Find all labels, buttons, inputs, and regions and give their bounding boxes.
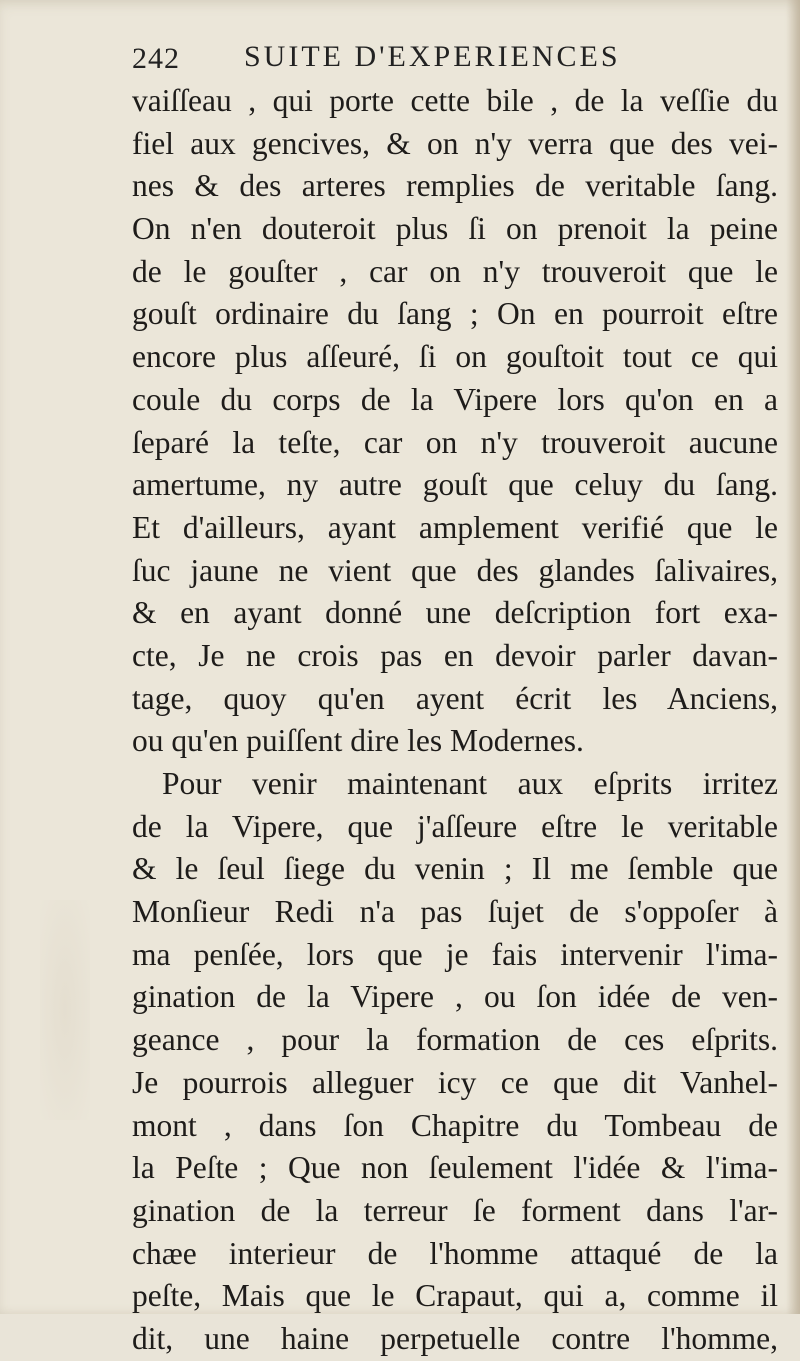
text-line: encore plus aſſeuré, ſi on gouſtoit tout ce qui: [132, 339, 778, 375]
text-line: nes & des arteres remplies de veritable ſang.: [132, 168, 778, 204]
text-line: Et d'ailleurs, ayant amplement verifié que le: [132, 509, 778, 545]
text-line: & en ayant donné une deſcription fort exa-: [132, 595, 778, 631]
text-line: On n'en douteroit plus ſi on prenoit la peine: [132, 211, 778, 247]
text-line: Je pourrois alleguer icy ce que dit Vanhel-: [132, 1064, 778, 1100]
text-line: gination de la Vipere , ou ſon idée de ven-: [132, 979, 778, 1015]
paragraph-start-line: Pour venir maintenant aux eſprits irritez: [162, 766, 778, 801]
text-line: fiel aux gencives, & on n'y verra que des vei-: [132, 125, 778, 161]
paper-stain: [40, 900, 90, 1120]
text-line: dit, une haine perpetuelle contre l'homme,: [132, 1320, 778, 1356]
text-line: gouſt ordinaire du ſang ; On en pourroit eſtre: [132, 296, 778, 332]
text-line: chæe interieur de l'homme attaqué de la: [132, 1235, 778, 1271]
text-line: gination de la terreur ſe forment dans l'ar-: [132, 1192, 778, 1228]
text-line: ou qu'en puiſſent dire les Modernes.: [132, 723, 584, 759]
text-line: ſuc jaune ne vient que des glandes ſalivaires,: [132, 552, 778, 588]
text-line: & le ſeul ſiege du venin ; Il me ſemble que: [132, 851, 778, 887]
body-text: [132, 80, 778, 1361]
page-edge-shadow: [786, 0, 800, 1314]
text-line: amertume, ny autre gouſt que celuy du ſang.: [132, 467, 778, 503]
text-line: cte, Je ne crois pas en devoir parler davan-: [132, 637, 778, 673]
text-line: la Peſte ; Que non ſeulement l'idée & l'ima-: [132, 1150, 778, 1186]
text-line: de le gouſter , car on n'y trouveroit que le: [132, 253, 778, 289]
text-line: vaiſſeau , qui porte cette bile , de la veſſie du: [132, 83, 778, 118]
page-header: [132, 38, 772, 84]
text-line: tage, quoy qu'en ayent écrit les Anciens,: [132, 680, 778, 716]
text-line: de la Vipere, que j'aſſeure eſtre le veritable: [132, 808, 778, 844]
running-head: SUITE D'EXPERIENCES: [244, 40, 621, 73]
text-line: geance , pour la formation de ces eſprits.: [132, 1022, 778, 1058]
text-line: peſte, Mais que le Crapaut, qui a, comme il: [132, 1278, 778, 1314]
text-line: mont , dans ſon Chapitre du Tombeau de: [132, 1107, 778, 1143]
text-line: coule du corps de la Vipere lors qu'on en a: [132, 381, 778, 417]
text-line: ma penſée, lors que je fais intervenir l'ima-: [132, 936, 778, 972]
page-number: 242: [132, 42, 180, 75]
text-line: ſeparé la teſte, car on n'y trouveroit aucune: [132, 424, 778, 460]
text-line: Monſieur Redi n'a pas ſujet de s'oppoſer à: [132, 894, 778, 930]
